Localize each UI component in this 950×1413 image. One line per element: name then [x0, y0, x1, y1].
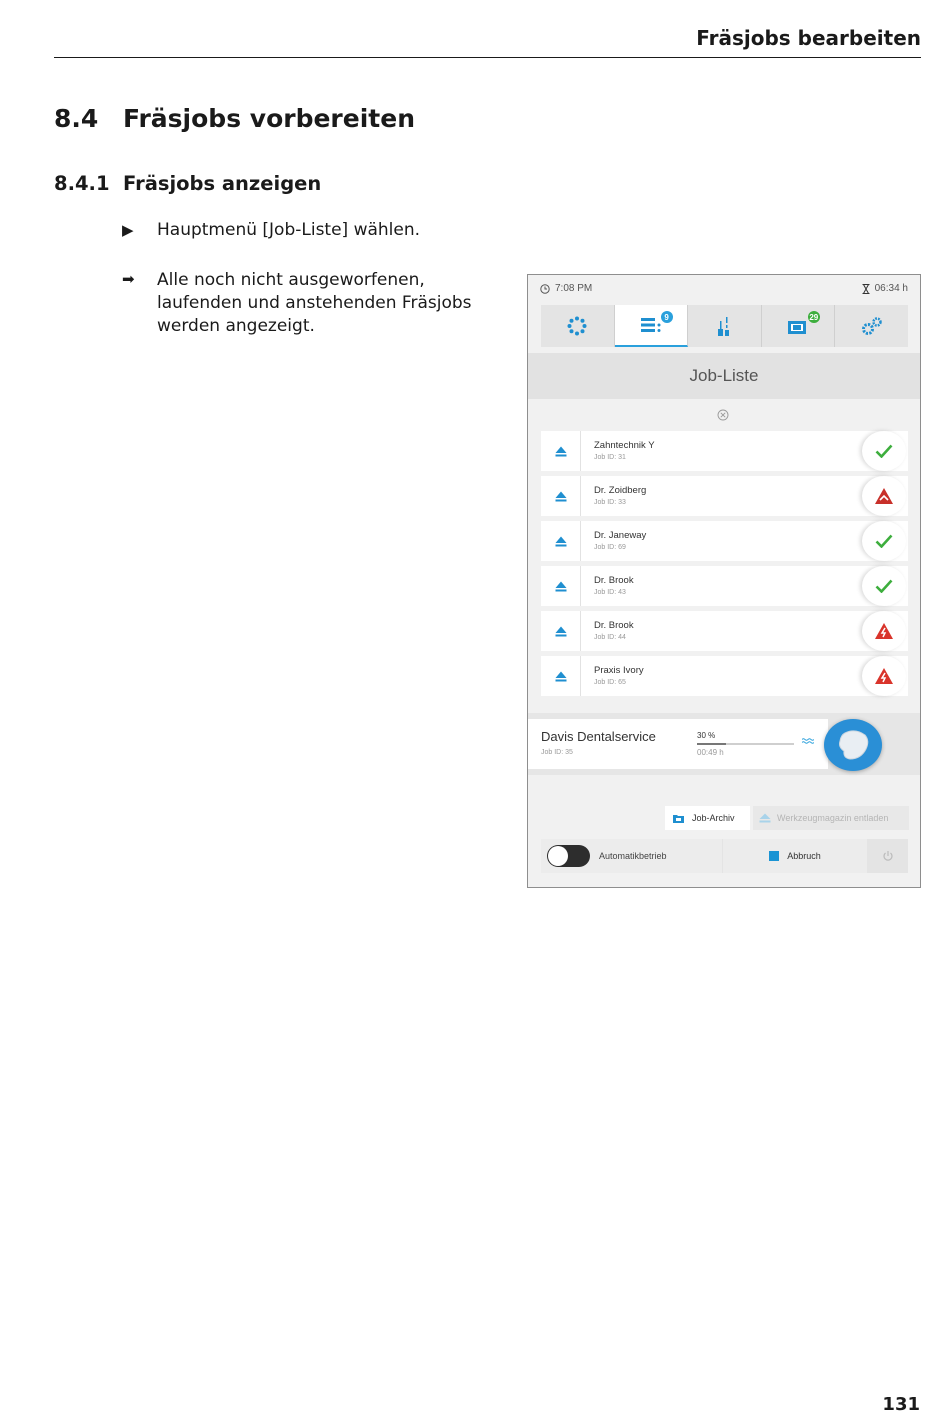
clear-icon[interactable]	[717, 409, 729, 421]
job-name: Dr. Brook	[594, 575, 634, 586]
subsection-number: 8.4.1	[54, 172, 110, 195]
current-job-name: Davis Dentalservice	[541, 729, 656, 744]
remaining-time	[862, 283, 908, 294]
job-row[interactable]	[541, 431, 908, 471]
eject-icon	[555, 626, 567, 637]
main-menu-tabs	[541, 305, 908, 347]
section-title: Fräsjobs vorbereiten	[123, 104, 415, 133]
tooth-icon	[833, 727, 873, 763]
job-id: Job ID: 69	[594, 544, 626, 551]
status-bar	[528, 275, 920, 301]
secondary-actions	[528, 805, 920, 831]
job-id: Job ID: 43	[594, 589, 626, 596]
job-name: Praxis Ivory	[594, 665, 644, 676]
milling-disc-button[interactable]	[824, 719, 882, 771]
checkmark-icon	[875, 579, 893, 593]
instruction-step	[122, 220, 420, 240]
material-icon	[786, 316, 810, 336]
current-job-id: Job ID: 35	[541, 749, 573, 756]
result-arrow-icon: ➡	[122, 270, 135, 288]
page-number: 131	[882, 1394, 920, 1413]
toggle-knob	[548, 846, 568, 866]
power-button[interactable]	[868, 839, 908, 873]
section-heading	[54, 104, 415, 133]
job-status[interactable]	[862, 521, 906, 561]
job-archive-label: Job-Archiv	[692, 813, 735, 823]
progress-fill	[697, 743, 726, 745]
tab-settings[interactable]	[835, 305, 908, 347]
subsection-heading	[54, 172, 321, 195]
header-rule	[54, 57, 921, 58]
job-list-icon	[640, 316, 662, 334]
progress-bar	[697, 743, 794, 745]
hourglass-icon	[862, 284, 870, 294]
tool-warning-icon	[874, 487, 894, 505]
job-row[interactable]	[541, 656, 908, 696]
job-id: Job ID: 31	[594, 454, 626, 461]
job-row[interactable]	[541, 476, 908, 516]
job-archive-button[interactable]	[665, 806, 750, 830]
error-warning-icon	[874, 667, 894, 685]
job-status[interactable]	[862, 611, 906, 651]
job-status[interactable]	[862, 476, 906, 516]
error-warning-icon	[874, 622, 894, 640]
unload-magazine-label: Werkzeugmagazin entladen	[777, 813, 889, 823]
stop-icon	[769, 851, 779, 861]
job-id: Job ID: 65	[594, 679, 626, 686]
eject-icon	[555, 671, 567, 682]
job-row[interactable]	[541, 521, 908, 561]
eject-button[interactable]	[541, 521, 581, 561]
result-text: Alle noch nicht ausgeworfenen, laufenden und anstehenden Fräsjobs werden angezeigt.	[157, 270, 472, 336]
automatic-mode-label: Automatikbetrieb	[599, 851, 667, 861]
settings-icon	[860, 316, 884, 336]
material-count-badge: 29	[809, 312, 819, 322]
tab-material[interactable]	[762, 305, 836, 347]
eject-icon	[759, 813, 771, 823]
section-number: 8.4	[54, 104, 99, 133]
job-status[interactable]	[862, 566, 906, 606]
step-text: Hauptmenü [Job-Liste] wählen.	[157, 220, 421, 240]
screen-title: Job-Liste	[528, 353, 920, 399]
step-marker-icon: ▶	[122, 221, 134, 239]
eject-button[interactable]	[541, 611, 581, 651]
disc-icon	[566, 315, 588, 337]
checkmark-icon	[875, 444, 893, 458]
job-id: Job ID: 33	[594, 499, 626, 506]
instruction-result	[122, 269, 497, 338]
job-status[interactable]	[862, 656, 906, 696]
tab-tools[interactable]	[688, 305, 762, 347]
coolant-icon	[802, 738, 814, 744]
eject-button[interactable]	[541, 476, 581, 516]
eject-icon	[555, 491, 567, 502]
abort-label: Abbruch	[787, 851, 821, 861]
job-status[interactable]	[862, 431, 906, 471]
eject-icon	[555, 536, 567, 547]
job-row[interactable]	[541, 566, 908, 606]
job-id: Job ID: 44	[594, 634, 626, 641]
job-row[interactable]	[541, 611, 908, 651]
progress-percent: 30 %	[697, 731, 716, 740]
automatic-mode-toggle[interactable]	[547, 845, 590, 867]
tab-blanks[interactable]	[541, 305, 615, 347]
job-count-badge: 9	[661, 311, 673, 323]
job-name: Dr. Janeway	[594, 530, 647, 541]
tab-job-list[interactable]	[615, 305, 689, 347]
automatic-mode-control[interactable]	[541, 839, 722, 873]
power-icon	[882, 850, 894, 862]
eject-button[interactable]	[541, 566, 581, 606]
folder-icon	[673, 814, 684, 823]
eject-button[interactable]	[541, 656, 581, 696]
clock-icon	[540, 284, 550, 294]
abort-button[interactable]	[723, 839, 867, 873]
unload-magazine-button[interactable]	[753, 806, 909, 830]
clock	[540, 283, 592, 294]
eject-icon	[555, 446, 567, 457]
running-title: Fräsjobs bearbeiten	[696, 26, 921, 50]
timer-value: 06:34 h	[874, 283, 908, 294]
tools-icon	[714, 315, 734, 337]
job-name: Dr. Brook	[594, 620, 634, 631]
current-job	[528, 713, 920, 775]
eject-icon	[555, 581, 567, 592]
subsection-title: Fräsjobs anzeigen	[123, 172, 322, 195]
checkmark-icon	[875, 534, 893, 548]
eject-button[interactable]	[541, 431, 581, 471]
job-name: Dr. Zoidberg	[594, 485, 647, 496]
current-job-time: 00:49 h	[697, 748, 724, 757]
device-screenshot	[527, 274, 921, 888]
job-name: Zahntechnik Y	[594, 440, 655, 451]
bottom-controls	[541, 839, 908, 873]
clock-time: 7:08 PM	[555, 283, 593, 294]
